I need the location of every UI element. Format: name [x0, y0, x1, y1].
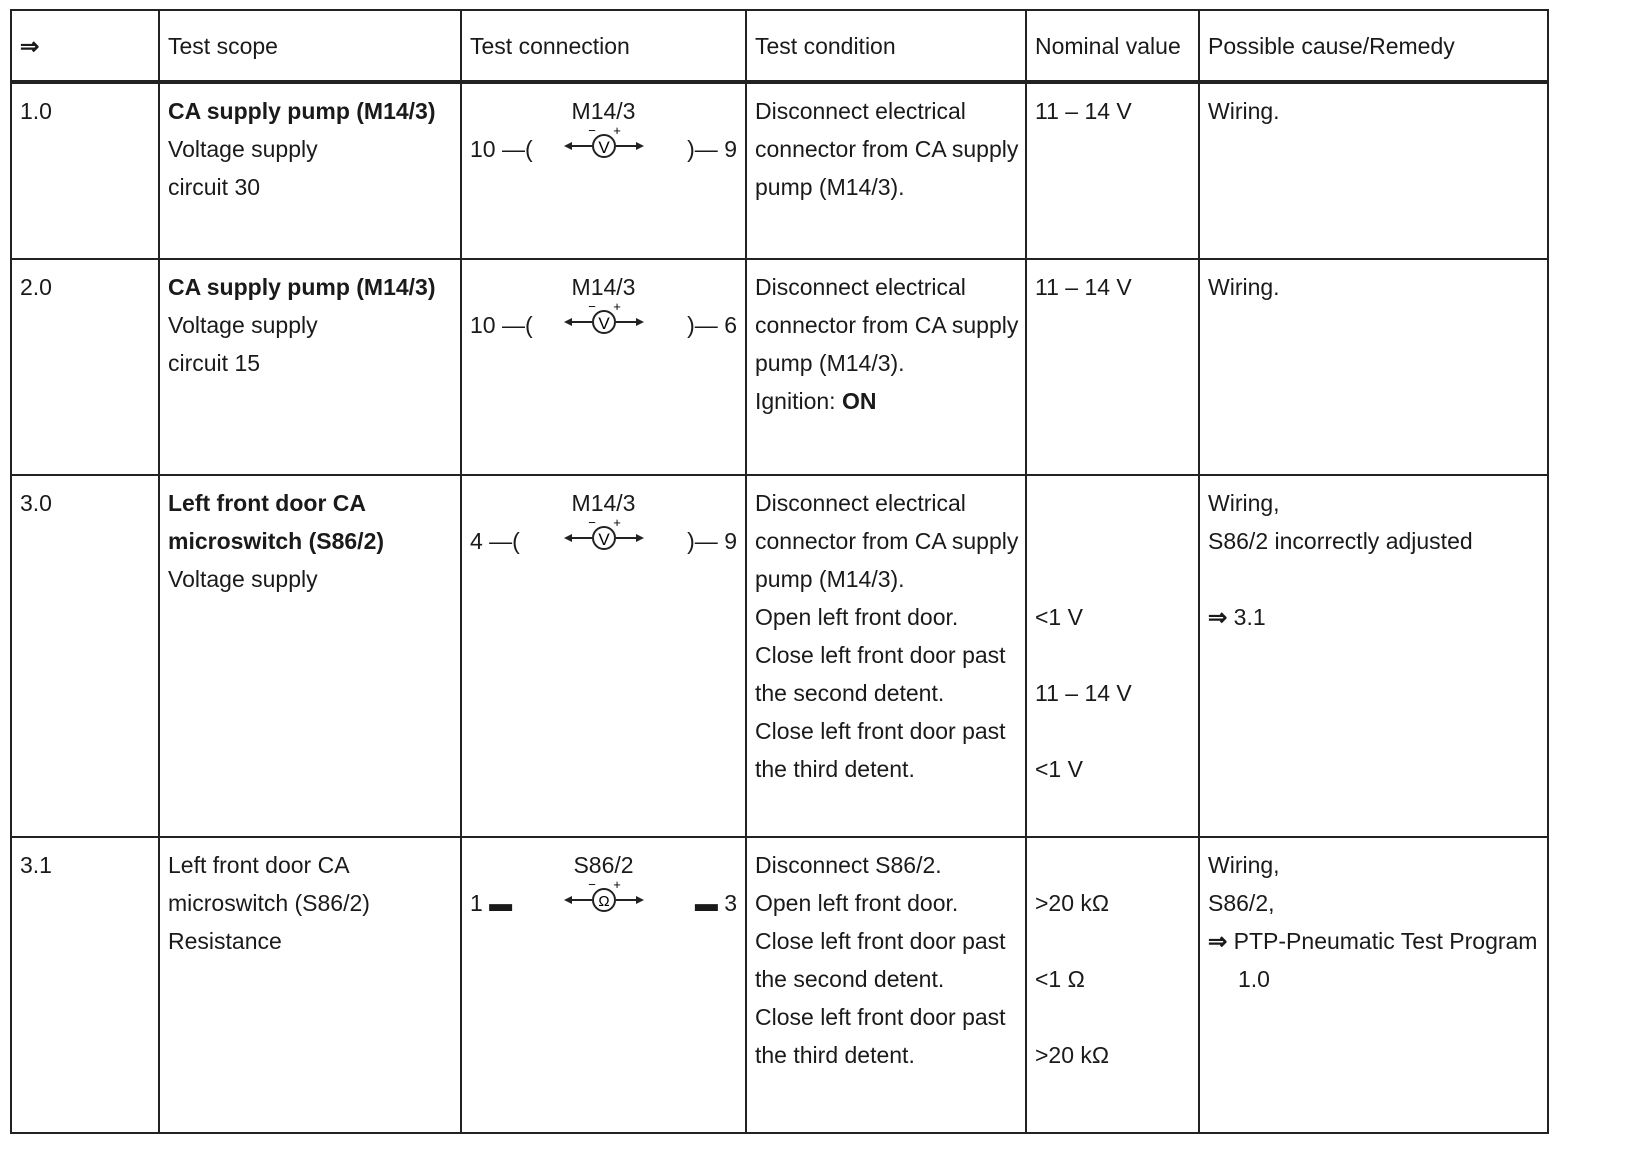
ohmmeter-icon — [562, 880, 646, 916]
svg-text:+: + — [612, 302, 621, 314]
svg-text:−: − — [587, 518, 596, 530]
header-row — [11, 10, 1548, 82]
row-scope: Left front door CA microswitch (S86/2) Resistance — [159, 837, 461, 1133]
header-condition: Test condition — [746, 10, 1026, 82]
table-row — [11, 82, 1548, 259]
component-label: S86/2 — [573, 852, 634, 878]
row-scope: Left front door CA microswitch (S86/2) Voltage supply — [159, 475, 461, 837]
svg-text:+: + — [612, 126, 621, 138]
pin-right: )— 9 — [687, 136, 737, 162]
row-remedy: Wiring. — [1199, 259, 1548, 475]
row-ref: 2.0 — [11, 259, 159, 475]
row-ref: 3.0 — [11, 475, 159, 837]
svg-text:V: V — [597, 138, 610, 157]
row-connection — [461, 82, 746, 259]
header-connection: Test connection — [461, 10, 746, 82]
svg-text:V: V — [597, 530, 610, 549]
header-scope: Test scope — [159, 10, 461, 82]
header-remedy: Possible cause/Remedy — [1199, 10, 1548, 82]
pin-left: 10 —( — [470, 136, 533, 162]
pin-left: 1 ▬ — [470, 890, 513, 916]
row-condition: Disconnect S86/2. Open left front door. Close left front door past the second detent. Close left front door past the third detent. — [746, 837, 1026, 1133]
header-nominal: Nominal value — [1026, 10, 1199, 82]
row-remedy: Wiring, S86/2 incorrectly adjusted ⇒ 3.1 — [1199, 475, 1548, 837]
pin-left: 10 —( — [470, 312, 533, 338]
row-connection — [461, 837, 746, 1133]
table-row — [11, 837, 1548, 1133]
cross-reference: ⇒ 3.1 — [1208, 604, 1266, 630]
row-condition: Disconnect electrical connector from CA supply pump (M14/3). Open left front door. Close left front door past the second detent. Close left front door past the third detent. — [746, 475, 1026, 837]
svg-text:−: − — [587, 302, 596, 314]
component-label: M14/3 — [571, 274, 636, 300]
component-label: M14/3 — [571, 490, 636, 516]
row-nominal: >20 kΩ <1 Ω >20 kΩ — [1026, 837, 1199, 1133]
row-remedy: Wiring. — [1199, 82, 1548, 259]
row-connection — [461, 475, 746, 837]
component-label: M14/3 — [571, 98, 636, 124]
row-nominal: 11 – 14 V — [1026, 82, 1199, 259]
row-ref: 3.1 — [11, 837, 159, 1133]
table-row — [11, 475, 1548, 837]
cross-reference: ⇒ PTP-Pneumatic Test Program — [1208, 928, 1538, 954]
pin-right: ▬ 3 — [694, 890, 737, 916]
row-ref: 1.0 — [11, 82, 159, 259]
row-scope: CA supply pump (M14/3) Voltage supply circuit 15 — [159, 259, 461, 475]
svg-text:−: − — [587, 126, 596, 138]
voltmeter-icon — [562, 518, 646, 554]
pin-right: )— 9 — [687, 528, 737, 554]
voltmeter-icon — [562, 126, 646, 162]
svg-text:+: + — [612, 880, 621, 892]
svg-text:−: − — [587, 880, 596, 892]
row-scope: CA supply pump (M14/3) Voltage supply circuit 30 — [159, 82, 461, 259]
row-condition: Disconnect electrical connector from CA supply pump (M14/3). Ignition: ON — [746, 259, 1026, 475]
svg-text:+: + — [612, 518, 621, 530]
voltmeter-icon — [562, 302, 646, 338]
row-connection — [461, 259, 746, 475]
header-ref: ⇒ — [11, 10, 159, 82]
svg-text:Ω: Ω — [597, 893, 610, 910]
row-nominal: <1 V 11 – 14 V <1 V — [1026, 475, 1199, 837]
row-nominal: 11 – 14 V — [1026, 259, 1199, 475]
pin-left: 4 —( — [470, 528, 520, 554]
row-remedy: Wiring, S86/2, ⇒ PTP-Pneumatic Test Program 1.0 — [1199, 837, 1548, 1133]
test-table — [10, 9, 1549, 1134]
svg-text:V: V — [597, 314, 610, 333]
table-row — [11, 259, 1548, 475]
pin-right: )— 6 — [687, 312, 737, 338]
row-condition: Disconnect electrical connector from CA supply pump (M14/3). — [746, 82, 1026, 259]
